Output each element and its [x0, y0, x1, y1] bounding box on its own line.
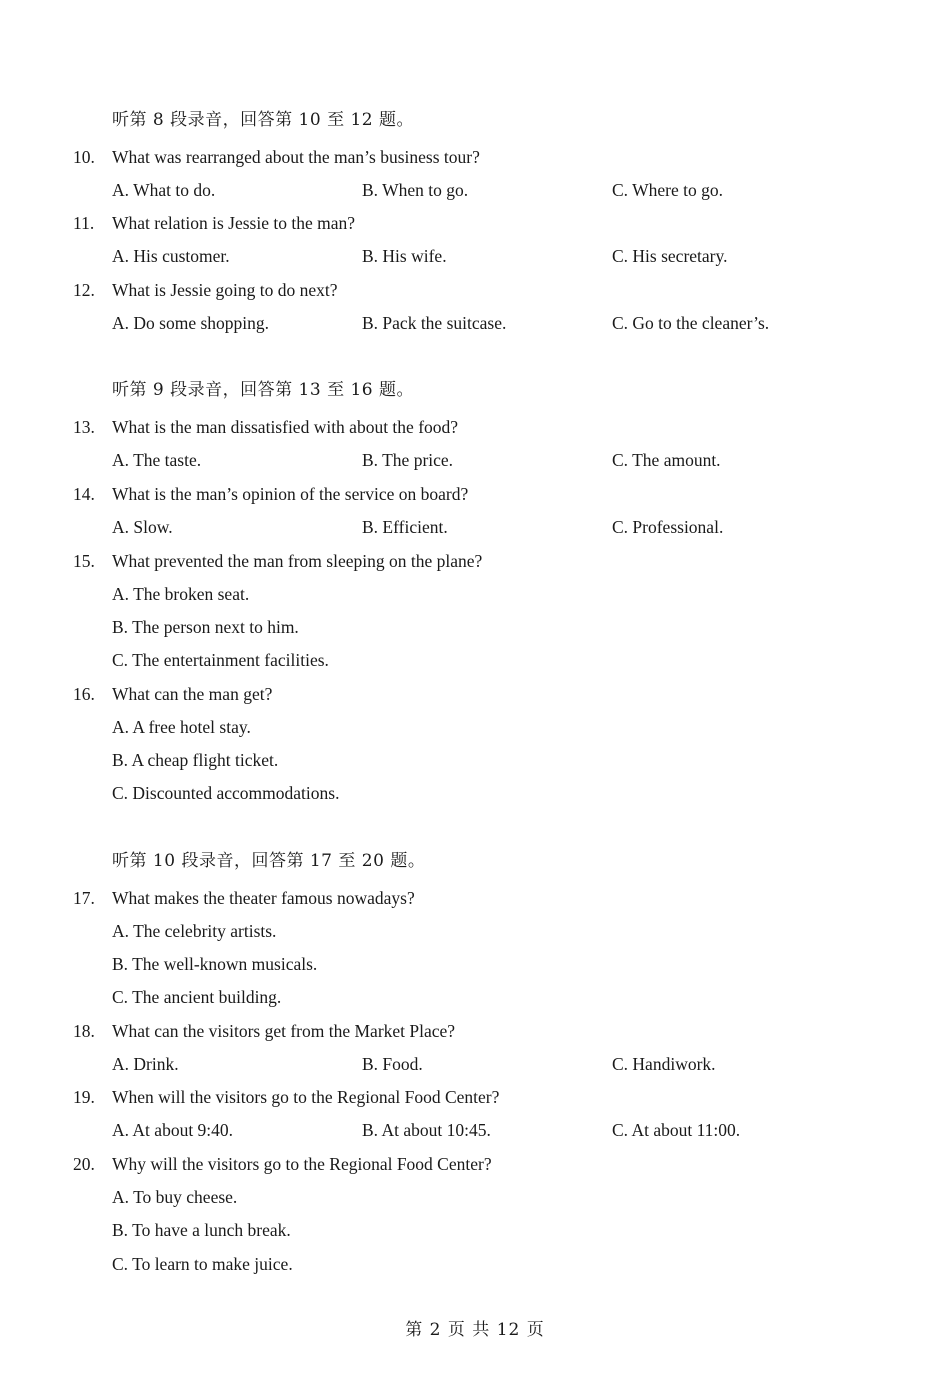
option-row	[0, 1217, 950, 1243]
question-12	[0, 277, 950, 303]
option-c: C. Handiwork.	[612, 1054, 716, 1074]
options-row	[0, 447, 950, 473]
option-row	[0, 951, 950, 977]
question-text: What was rearranged about the man’s business tour?	[112, 147, 480, 167]
option-b: B. The well-known musicals.	[112, 954, 318, 974]
question-number: 11.	[73, 213, 95, 233]
option-row	[0, 1251, 950, 1277]
question-number: 13.	[73, 417, 95, 437]
section-heading: 听第 8 段录音，回答第 10 至 12 题。	[112, 110, 415, 130]
option-a: A. Slow.	[112, 517, 173, 537]
option-row	[0, 1184, 950, 1210]
question-10	[0, 144, 950, 170]
option-b: B. When to go.	[362, 180, 469, 200]
question-number: 16.	[73, 684, 95, 704]
question-text: What is Jessie going to do next?	[112, 280, 338, 300]
option-a: A. A free hotel stay.	[112, 717, 251, 737]
option-b: B. At about 10:45.	[362, 1120, 491, 1140]
option-c: C. Discounted accommodations.	[112, 783, 340, 803]
question-15	[0, 548, 950, 574]
question-number: 15.	[73, 551, 95, 571]
question-text: Why will the visitors go to the Regional Food Center?	[112, 1154, 492, 1174]
option-a: A. To buy cheese.	[112, 1187, 238, 1207]
option-a: A. At about 9:40.	[112, 1120, 234, 1140]
question-text: What is the man’s opinion of the service on board?	[112, 484, 469, 504]
option-c: C. Where to go.	[612, 180, 723, 200]
option-row	[0, 984, 950, 1010]
section-heading: 听第 9 段录音，回答第 13 至 16 题。	[112, 380, 415, 400]
option-row	[0, 747, 950, 773]
option-b: B. To have a lunch break.	[112, 1220, 291, 1240]
page-number-footer: 第 2 页 共 12 页	[405, 1320, 545, 1340]
question-number: 17.	[73, 888, 95, 908]
option-b: B. Food.	[362, 1054, 423, 1074]
question-11	[0, 210, 950, 236]
option-a: A. Do some shopping.	[112, 313, 270, 333]
option-row	[0, 714, 950, 740]
option-b: B. A cheap flight ticket.	[112, 750, 279, 770]
option-c: C. The amount.	[612, 450, 721, 470]
question-number: 19.	[73, 1087, 95, 1107]
question-number: 12.	[73, 280, 95, 300]
question-19	[0, 1084, 950, 1110]
question-text: What can the visitors get from the Market Place?	[112, 1021, 456, 1041]
question-text: What is the man dissatisfied with about the food?	[112, 417, 459, 437]
option-a: A. The taste.	[112, 450, 202, 470]
option-row	[0, 581, 950, 607]
question-text: What prevented the man from sleeping on the plane?	[112, 551, 483, 571]
question-18	[0, 1018, 950, 1044]
option-a: A. Drink.	[112, 1054, 179, 1074]
option-b: B. The person next to him.	[112, 617, 299, 637]
option-c: C. To learn to make juice.	[112, 1254, 293, 1274]
option-a: A. What to do.	[112, 180, 216, 200]
option-c: C. His secretary.	[612, 246, 728, 266]
options-row	[0, 177, 950, 203]
options-row	[0, 310, 950, 336]
question-16	[0, 681, 950, 707]
options-row	[0, 243, 950, 269]
options-row	[0, 1117, 950, 1143]
options-row	[0, 1051, 950, 1077]
option-row	[0, 647, 950, 673]
option-c: C. Go to the cleaner’s.	[612, 313, 770, 333]
option-a: A. The celebrity artists.	[112, 921, 277, 941]
option-c: C. Professional.	[612, 517, 724, 537]
question-20	[0, 1151, 950, 1177]
question-text: What can the man get?	[112, 684, 273, 704]
question-number: 20.	[73, 1154, 95, 1174]
section-heading: 听第 10 段录音，回答第 17 至 20 题。	[112, 851, 426, 871]
option-a: A. His customer.	[112, 246, 230, 266]
option-row	[0, 918, 950, 944]
option-b: B. The price.	[362, 450, 454, 470]
question-number: 10.	[73, 147, 95, 167]
question-13	[0, 414, 950, 440]
option-row	[0, 614, 950, 640]
question-17	[0, 885, 950, 911]
question-text: What makes the theater famous nowadays?	[112, 888, 415, 908]
question-text: When will the visitors go to the Regional Food Center?	[112, 1087, 500, 1107]
question-number: 18.	[73, 1021, 95, 1041]
option-row	[0, 780, 950, 806]
option-c: C. At about 11:00.	[612, 1120, 741, 1140]
question-number: 14.	[73, 484, 95, 504]
option-b: B. Efficient.	[362, 517, 448, 537]
options-row	[0, 514, 950, 540]
option-b: B. Pack the suitcase.	[362, 313, 507, 333]
question-14	[0, 481, 950, 507]
option-a: A. The broken seat.	[112, 584, 250, 604]
option-c: C. The entertainment facilities.	[112, 650, 329, 670]
option-b: B. His wife.	[362, 246, 447, 266]
question-text: What relation is Jessie to the man?	[112, 213, 355, 233]
option-c: C. The ancient building.	[112, 987, 282, 1007]
